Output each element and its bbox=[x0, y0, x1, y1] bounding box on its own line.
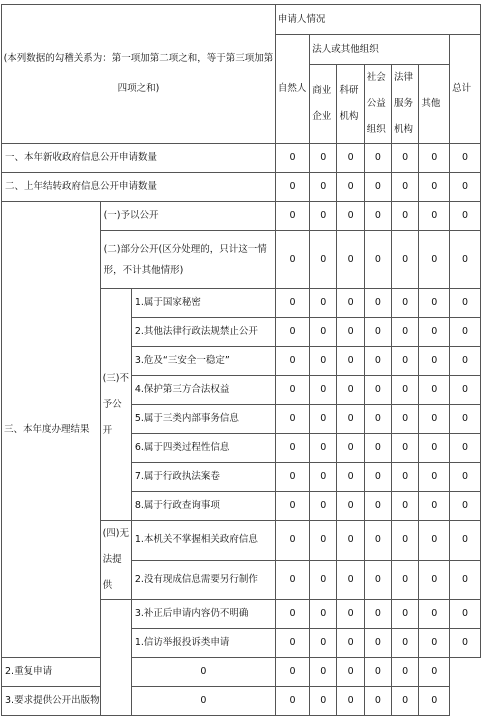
year-result-category: 三、本年度办理结果 bbox=[2, 202, 101, 658]
cell-value: 0 bbox=[275, 629, 309, 658]
cell-value: 0 bbox=[450, 144, 481, 173]
cell-value: 0 bbox=[337, 463, 364, 492]
cell-value: 0 bbox=[310, 687, 337, 716]
cell-value: 0 bbox=[364, 347, 391, 376]
cell-value: 0 bbox=[450, 629, 481, 658]
cell-value: 0 bbox=[337, 202, 364, 231]
cell-value: 0 bbox=[337, 434, 364, 463]
cell-value: 0 bbox=[275, 405, 309, 434]
col-social-welfare: 社会公益组织 bbox=[364, 65, 391, 144]
cell-value: 0 bbox=[392, 521, 419, 561]
cell-value: 0 bbox=[392, 347, 419, 376]
cell-value: 0 bbox=[275, 144, 309, 173]
cell-value: 0 bbox=[275, 658, 309, 687]
cell-value: 0 bbox=[337, 492, 364, 521]
cell-value: 0 bbox=[364, 173, 391, 202]
cell-value: 0 bbox=[392, 463, 419, 492]
cell-value: 0 bbox=[275, 231, 309, 289]
cell-value: 0 bbox=[392, 405, 419, 434]
cell-value: 0 bbox=[450, 521, 481, 561]
cell-value: 0 bbox=[364, 687, 391, 716]
cell-value: 0 bbox=[337, 173, 364, 202]
cell-value: 0 bbox=[337, 521, 364, 561]
cell-value: 0 bbox=[310, 492, 337, 521]
row-label: 一、本年新收政府信息公开申请数量 bbox=[2, 144, 276, 173]
cell-value: 0 bbox=[275, 492, 309, 521]
cell-value: 0 bbox=[392, 492, 419, 521]
cell-value: 0 bbox=[337, 318, 364, 347]
cell-value: 0 bbox=[419, 463, 450, 492]
cell-value: 0 bbox=[450, 560, 481, 600]
cell-value: 0 bbox=[364, 231, 391, 289]
cell-value: 0 bbox=[392, 687, 419, 716]
cell-value: 0 bbox=[419, 173, 450, 202]
legal-persons-group-header: 法人或其他组织 bbox=[310, 35, 450, 65]
cell-value: 0 bbox=[310, 347, 337, 376]
cell-value: 0 bbox=[337, 405, 364, 434]
cell-value: 0 bbox=[450, 405, 481, 434]
cell-value: 0 bbox=[450, 376, 481, 405]
disclosure-stats-table bbox=[1, 4, 481, 716]
row-label: 6.属于四类过程性信息 bbox=[131, 434, 275, 463]
cell-value: 0 bbox=[310, 658, 337, 687]
cell-value: 0 bbox=[392, 658, 419, 687]
cell-value: 0 bbox=[337, 347, 364, 376]
col-other: 其他 bbox=[419, 65, 450, 144]
cell-value: 0 bbox=[310, 289, 337, 318]
cell-value: 0 bbox=[419, 560, 450, 600]
row-label: 3.补正后申请内容仍不明确 bbox=[131, 600, 275, 629]
cell-value: 0 bbox=[275, 600, 309, 629]
cell-value: 0 bbox=[364, 560, 391, 600]
cell-value: 0 bbox=[450, 347, 481, 376]
col-research-institution: 科研机构 bbox=[337, 65, 364, 144]
row-label: 3.危及“三安全一稳定” bbox=[131, 347, 275, 376]
cell-value: 0 bbox=[275, 463, 309, 492]
row-label: 2.其他法律行政法规禁止公开 bbox=[131, 318, 275, 347]
cell-value: 0 bbox=[419, 376, 450, 405]
row-label: 2.没有现成信息需要另行制作 bbox=[131, 560, 275, 600]
cell-value: 0 bbox=[450, 600, 481, 629]
cell-value: 0 bbox=[310, 144, 337, 173]
col-legal-service: 法律服务机构 bbox=[392, 65, 419, 144]
cell-value: 0 bbox=[337, 144, 364, 173]
cell-value: 0 bbox=[450, 202, 481, 231]
cell-value: 0 bbox=[364, 202, 391, 231]
cell-value: 0 bbox=[337, 600, 364, 629]
cell-value: 0 bbox=[275, 521, 309, 561]
cell-value: 0 bbox=[419, 629, 450, 658]
row-label: 7.属于行政执法案卷 bbox=[131, 463, 275, 492]
cannot-provide-category: (四)无法提供 bbox=[100, 521, 131, 600]
cell-value: 0 bbox=[419, 658, 450, 687]
cell-value: 0 bbox=[419, 600, 450, 629]
cell-value: 0 bbox=[450, 231, 481, 289]
cell-value: 0 bbox=[310, 376, 337, 405]
cell-value: 0 bbox=[364, 289, 391, 318]
cell-value: 0 bbox=[275, 318, 309, 347]
cell-value: 0 bbox=[450, 463, 481, 492]
row-label: 1.本机关不掌握相关政府信息 bbox=[131, 521, 275, 561]
cell-value: 0 bbox=[364, 600, 391, 629]
cell-value: 0 bbox=[275, 289, 309, 318]
cell-value: 0 bbox=[337, 658, 364, 687]
row-label: (一)予以公开 bbox=[100, 202, 275, 231]
cell-value: 0 bbox=[450, 318, 481, 347]
row-label: 8.属于行政查询事项 bbox=[131, 492, 275, 521]
table-row bbox=[2, 658, 481, 687]
cell-value: 0 bbox=[310, 463, 337, 492]
cell-value: 0 bbox=[364, 492, 391, 521]
cell-value: 0 bbox=[337, 231, 364, 289]
cell-value: 0 bbox=[310, 173, 337, 202]
table-row bbox=[2, 202, 481, 231]
cell-value: 0 bbox=[392, 629, 419, 658]
cell-value: 0 bbox=[450, 173, 481, 202]
left-note: (本列数据的勾稽关系为：第一项加第二项之和，等于第三项加第四项之和) bbox=[3, 53, 274, 94]
cell-value: 0 bbox=[310, 434, 337, 463]
cell-value: 0 bbox=[364, 658, 391, 687]
row-label: 二、上年结转政府信息公开申请数量 bbox=[2, 173, 276, 202]
cell-value: 0 bbox=[392, 144, 419, 173]
cell-value: 0 bbox=[275, 173, 309, 202]
cell-value: 0 bbox=[419, 347, 450, 376]
cell-value: 0 bbox=[392, 173, 419, 202]
row-label: 1.属于国家秘密 bbox=[131, 289, 275, 318]
cell-value: 0 bbox=[419, 231, 450, 289]
cell-value: 0 bbox=[419, 202, 450, 231]
cell-value: 0 bbox=[275, 347, 309, 376]
cell-value: 0 bbox=[337, 560, 364, 600]
cell-value: 0 bbox=[419, 434, 450, 463]
cell-value: 0 bbox=[364, 144, 391, 173]
cell-value: 0 bbox=[275, 202, 309, 231]
table-row bbox=[2, 687, 481, 716]
cell-value: 0 bbox=[419, 521, 450, 561]
row-label: 5.属于三类内部事务信息 bbox=[131, 405, 275, 434]
cell-value: 0 bbox=[392, 231, 419, 289]
row-label: 4.保护第三方合法权益 bbox=[131, 376, 275, 405]
cell-value: 0 bbox=[310, 600, 337, 629]
cell-value: 0 bbox=[275, 376, 309, 405]
cell-value: 0 bbox=[450, 492, 481, 521]
cell-value: 0 bbox=[364, 463, 391, 492]
table-row bbox=[2, 144, 481, 173]
cell-value: 0 bbox=[392, 600, 419, 629]
cell-value: 0 bbox=[310, 560, 337, 600]
cell-value: 0 bbox=[364, 376, 391, 405]
table-row bbox=[2, 173, 481, 202]
col-commercial-enterprise: 商业企业 bbox=[310, 65, 337, 144]
cell-value: 0 bbox=[450, 289, 481, 318]
cell-value: 0 bbox=[364, 434, 391, 463]
cell-value: 0 bbox=[310, 405, 337, 434]
cell-value: 0 bbox=[364, 521, 391, 561]
cell-value: 0 bbox=[392, 318, 419, 347]
row-label: 2.重复申请 bbox=[2, 658, 101, 687]
not-processed-category bbox=[100, 600, 131, 716]
cell-value: 0 bbox=[337, 687, 364, 716]
cell-value: 0 bbox=[337, 629, 364, 658]
cell-value: 0 bbox=[419, 405, 450, 434]
cell-value: 0 bbox=[337, 376, 364, 405]
cell-value: 0 bbox=[419, 318, 450, 347]
cell-value: 0 bbox=[392, 560, 419, 600]
applicant-situation-header: 申请人情况 bbox=[275, 5, 480, 35]
cell-value: 0 bbox=[131, 687, 275, 716]
cell-value: 0 bbox=[275, 434, 309, 463]
cell-value: 0 bbox=[364, 405, 391, 434]
cell-value: 0 bbox=[392, 289, 419, 318]
cell-value: 0 bbox=[392, 434, 419, 463]
cell-value: 0 bbox=[310, 202, 337, 231]
row-label: 3.要求提供公开出版物 bbox=[2, 687, 101, 716]
cell-value: 0 bbox=[450, 434, 481, 463]
cell-value: 0 bbox=[310, 521, 337, 561]
row-label: (二)部分公开(区分处理的，只计这一情形，不计其他情形) bbox=[100, 231, 275, 289]
cell-value: 0 bbox=[310, 629, 337, 658]
not-disclosed-category: (三)不予公开 bbox=[100, 289, 131, 521]
cell-value: 0 bbox=[419, 144, 450, 173]
cell-value: 0 bbox=[419, 492, 450, 521]
cell-value: 0 bbox=[419, 289, 450, 318]
cell-value: 0 bbox=[310, 318, 337, 347]
cell-value: 0 bbox=[275, 560, 309, 600]
col-natural-person: 自然人 bbox=[275, 35, 309, 144]
cell-value: 0 bbox=[392, 376, 419, 405]
cell-value: 0 bbox=[392, 202, 419, 231]
cell-value: 0 bbox=[131, 658, 275, 687]
cell-value: 0 bbox=[364, 318, 391, 347]
cell-value: 0 bbox=[364, 629, 391, 658]
cell-value: 0 bbox=[275, 687, 309, 716]
cell-value: 0 bbox=[310, 231, 337, 289]
col-total: 总计 bbox=[450, 35, 481, 144]
cell-value: 0 bbox=[337, 289, 364, 318]
row-label: 1.信访举报投诉类申请 bbox=[131, 629, 275, 658]
cell-value: 0 bbox=[419, 687, 450, 716]
left-note-cell bbox=[2, 5, 276, 144]
